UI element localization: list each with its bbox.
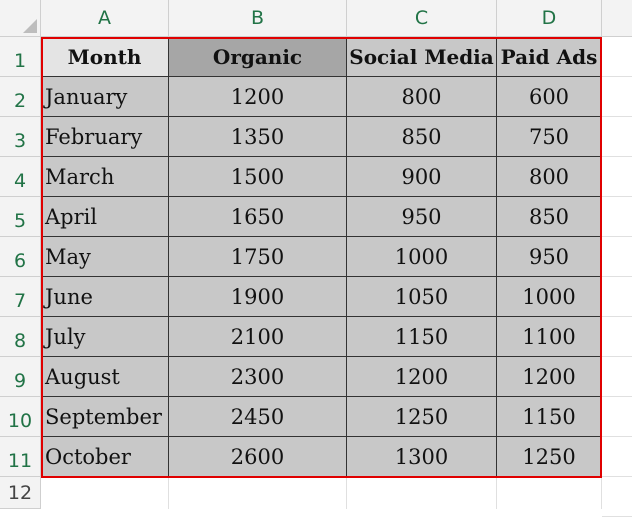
table-cell-paid-ads[interactable]: 1150	[497, 397, 602, 437]
table-cell-organic[interactable]: 1200	[169, 77, 347, 117]
row-header-6[interactable]: 6	[0, 237, 41, 277]
table-cell-month[interactable]: October	[41, 437, 169, 477]
empty-cell[interactable]	[602, 317, 632, 357]
header-cell-organic[interactable]: Organic	[169, 37, 347, 77]
row-header-10[interactable]: 10	[0, 397, 41, 437]
table-cell-organic[interactable]: 1900	[169, 277, 347, 317]
table-cell-social-media[interactable]: 1250	[347, 397, 497, 437]
empty-cell[interactable]	[602, 437, 632, 477]
empty-cell[interactable]	[602, 77, 632, 117]
row-header-8[interactable]: 8	[0, 317, 41, 357]
empty-cell[interactable]	[169, 477, 347, 509]
table-cell-paid-ads[interactable]: 1000	[497, 277, 602, 317]
table-cell-paid-ads[interactable]: 600	[497, 77, 602, 117]
table-cell-month[interactable]: August	[41, 357, 169, 397]
table-cell-paid-ads[interactable]: 950	[497, 237, 602, 277]
column-header-b[interactable]: B	[169, 0, 347, 37]
table-cell-organic[interactable]: 2450	[169, 397, 347, 437]
table-cell-paid-ads[interactable]: 1200	[497, 357, 602, 397]
table-cell-organic[interactable]: 2600	[169, 437, 347, 477]
table-cell-paid-ads[interactable]: 750	[497, 117, 602, 157]
table-cell-paid-ads[interactable]: 1100	[497, 317, 602, 357]
table-cell-organic[interactable]: 1650	[169, 197, 347, 237]
table-cell-organic[interactable]: 1750	[169, 237, 347, 277]
empty-cell[interactable]	[602, 477, 632, 517]
table-cell-month[interactable]: July	[41, 317, 169, 357]
table-cell-paid-ads[interactable]: 850	[497, 197, 602, 237]
table-cell-organic[interactable]: 2100	[169, 317, 347, 357]
row-header-7[interactable]: 7	[0, 277, 41, 317]
table-cell-organic[interactable]: 1500	[169, 157, 347, 197]
table-cell-social-media[interactable]: 1200	[347, 357, 497, 397]
table-cell-social-media[interactable]: 900	[347, 157, 497, 197]
empty-cell[interactable]	[347, 477, 497, 509]
row-header-5[interactable]: 5	[0, 197, 41, 237]
table-cell-paid-ads[interactable]: 1250	[497, 437, 602, 477]
table-cell-paid-ads[interactable]: 800	[497, 157, 602, 197]
empty-cell[interactable]	[602, 397, 632, 437]
select-all-triangle-icon	[23, 19, 37, 33]
table-cell-social-media[interactable]: 1150	[347, 317, 497, 357]
column-header-empty	[602, 0, 632, 37]
row-header-2[interactable]: 2	[0, 77, 41, 117]
empty-cell[interactable]	[602, 117, 632, 157]
header-cell-paid-ads[interactable]: Paid Ads	[497, 37, 602, 77]
column-header-a[interactable]: A	[41, 0, 169, 37]
table-cell-social-media[interactable]: 850	[347, 117, 497, 157]
empty-cell[interactable]	[41, 477, 169, 509]
empty-cell[interactable]	[602, 277, 632, 317]
empty-cell[interactable]	[602, 237, 632, 277]
row-header-12[interactable]: 12	[0, 477, 41, 509]
header-cell-month[interactable]: Month	[41, 37, 169, 77]
table-cell-month[interactable]: May	[41, 237, 169, 277]
table-cell-organic[interactable]: 2300	[169, 357, 347, 397]
row-header-4[interactable]: 4	[0, 157, 41, 197]
empty-cell[interactable]	[497, 477, 602, 509]
table-cell-month[interactable]: June	[41, 277, 169, 317]
row-header-9[interactable]: 9	[0, 357, 41, 397]
select-all-corner[interactable]	[0, 0, 41, 37]
table-cell-month[interactable]: April	[41, 197, 169, 237]
table-cell-month[interactable]: January	[41, 77, 169, 117]
table-cell-social-media[interactable]: 1300	[347, 437, 497, 477]
table-cell-social-media[interactable]: 1000	[347, 237, 497, 277]
header-cell-social-media[interactable]: Social Media	[347, 37, 497, 77]
column-header-c[interactable]: C	[347, 0, 497, 37]
row-header-11[interactable]: 11	[0, 437, 41, 477]
column-header-d[interactable]: D	[497, 0, 602, 37]
empty-cell[interactable]	[602, 197, 632, 237]
empty-cell[interactable]	[602, 157, 632, 197]
table-cell-social-media[interactable]: 1050	[347, 277, 497, 317]
empty-cell[interactable]	[602, 357, 632, 397]
table-cell-organic[interactable]: 1350	[169, 117, 347, 157]
table-cell-social-media[interactable]: 800	[347, 77, 497, 117]
row-header-1[interactable]: 1	[0, 37, 41, 77]
table-cell-month[interactable]: February	[41, 117, 169, 157]
empty-cell[interactable]	[602, 37, 632, 77]
row-header-3[interactable]: 3	[0, 117, 41, 157]
table-cell-month[interactable]: March	[41, 157, 169, 197]
table-cell-month[interactable]: September	[41, 397, 169, 437]
table-cell-social-media[interactable]: 950	[347, 197, 497, 237]
